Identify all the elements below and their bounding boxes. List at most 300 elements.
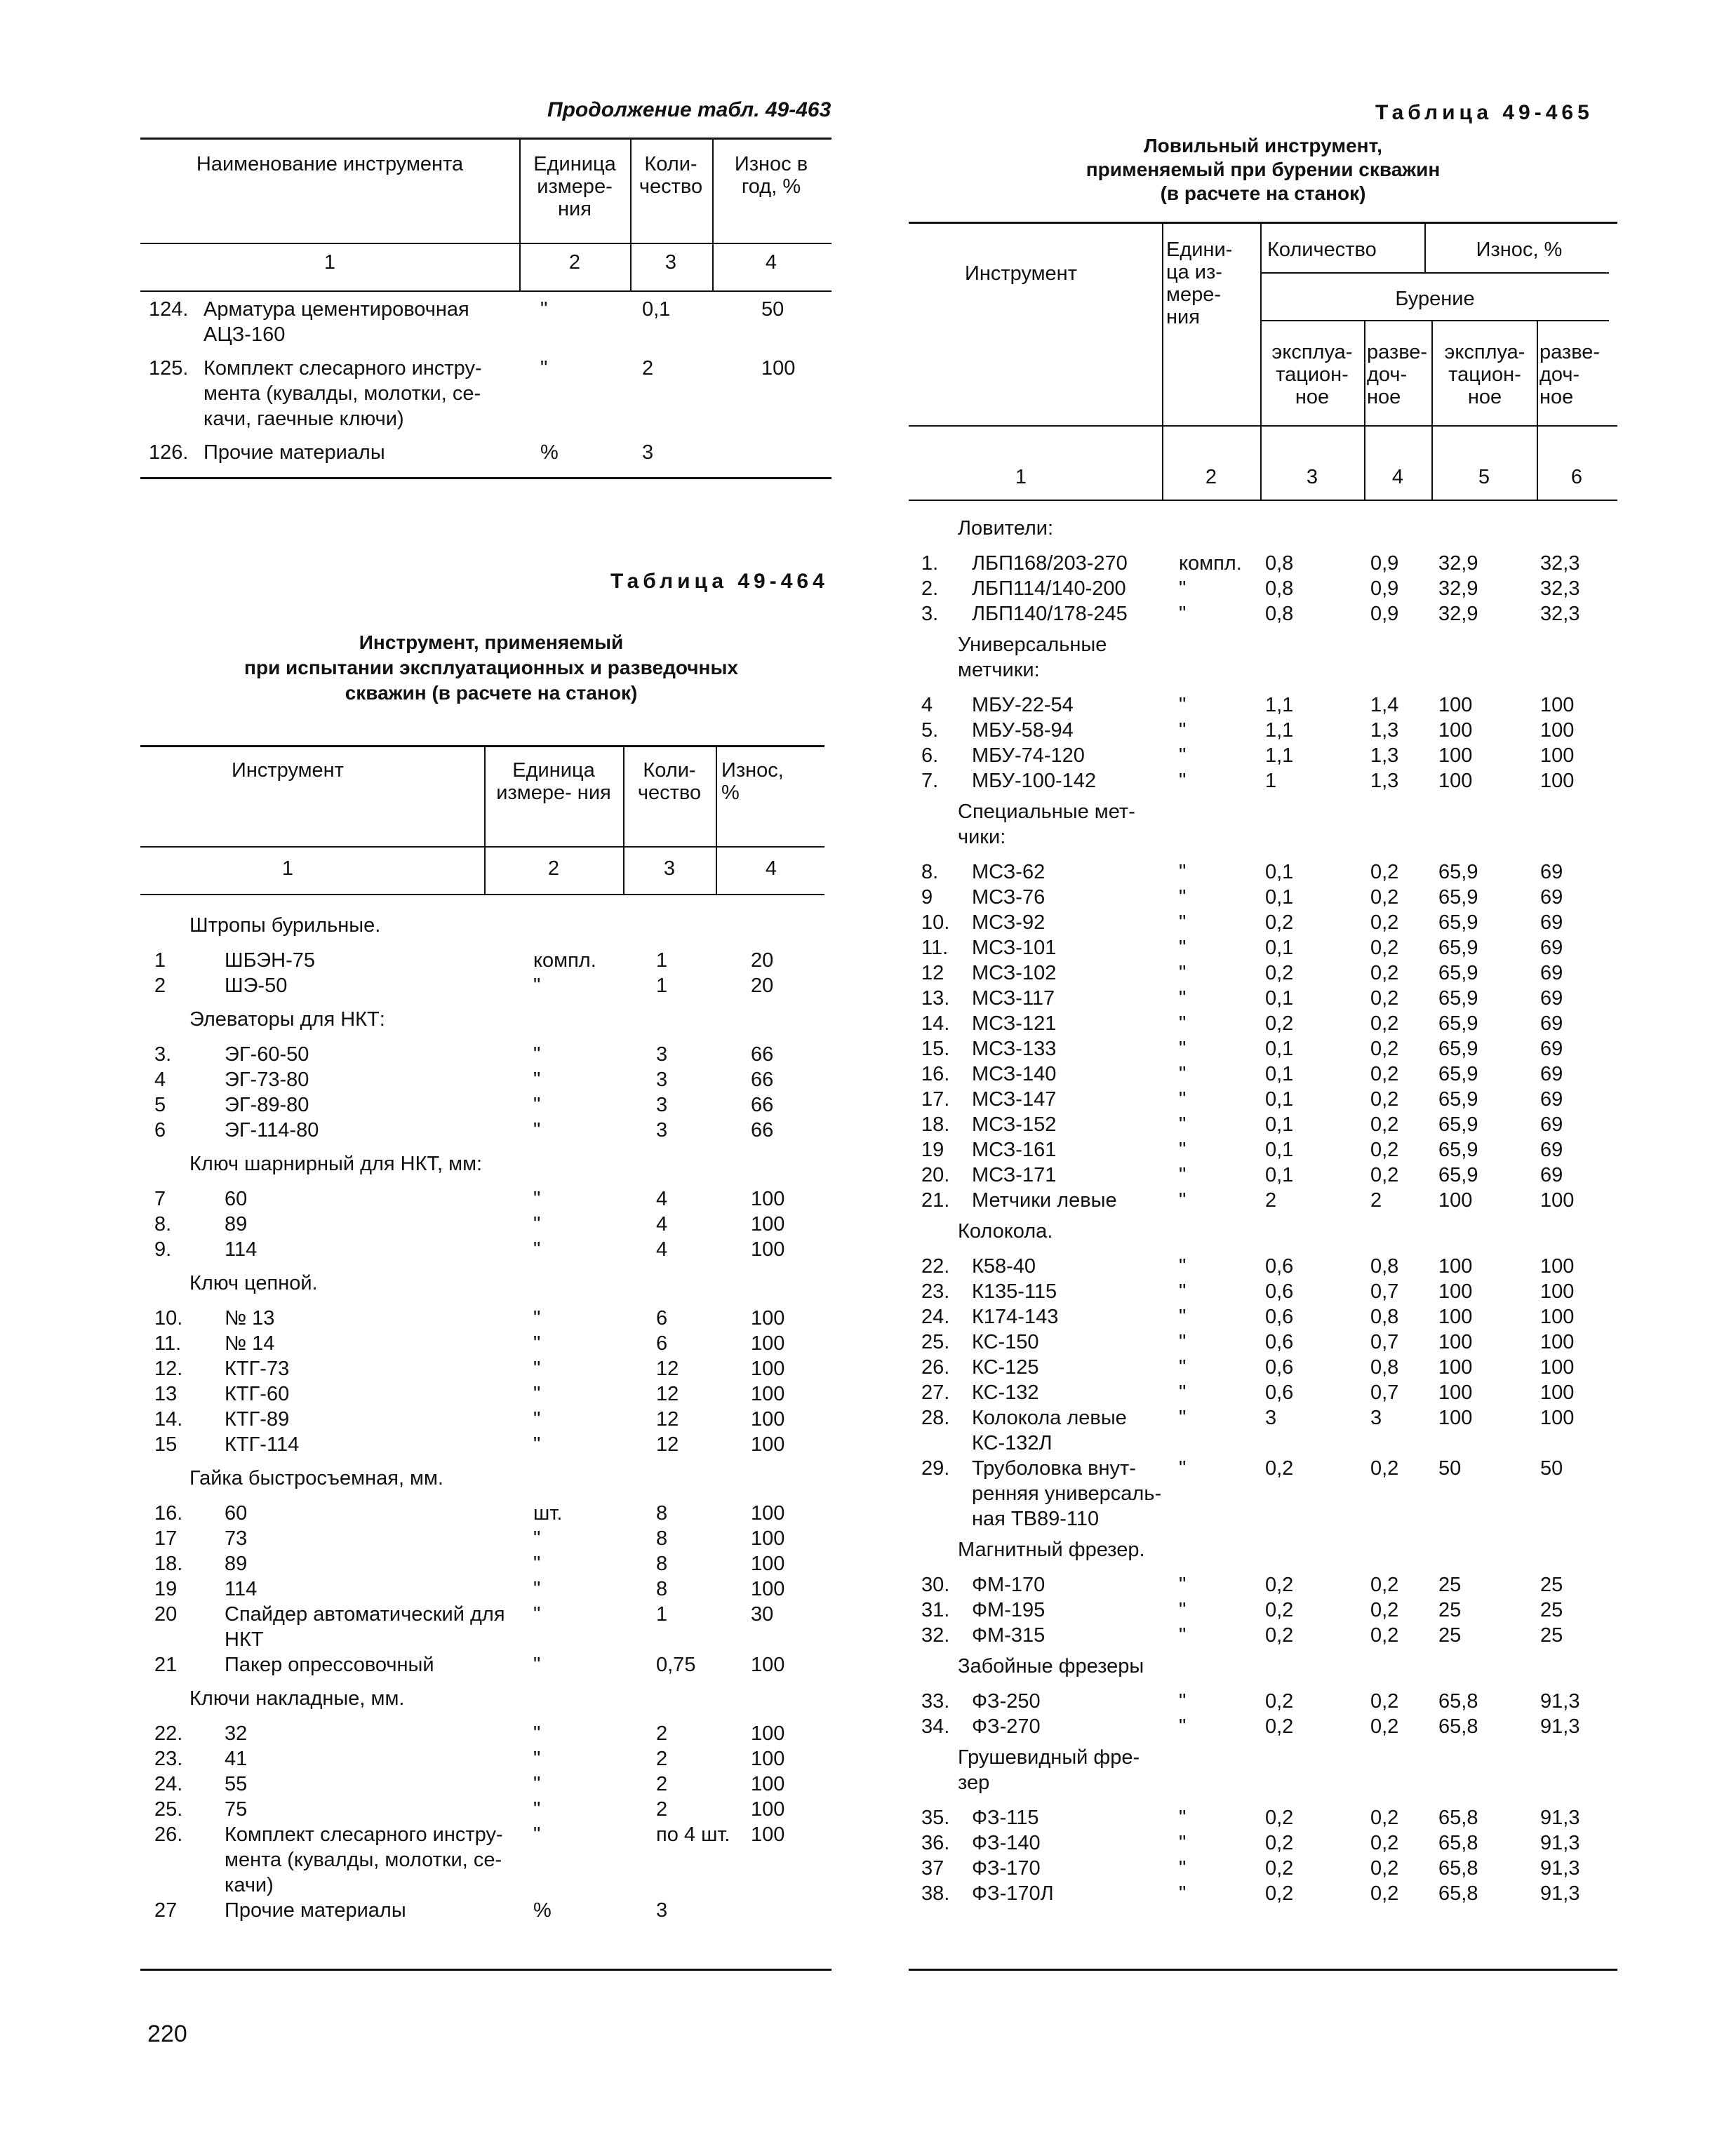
- table-465-header-wear: Износ, %: [1476, 239, 1563, 261]
- row-number: 10.: [921, 911, 950, 934]
- table-464-number: Таблица 49-464: [610, 570, 829, 593]
- item-name: МСЗ-92: [972, 911, 1046, 934]
- unit-cell: ": [533, 1654, 541, 1676]
- unit-cell: ": [1179, 1574, 1187, 1596]
- unit-cell: ": [1179, 1599, 1187, 1621]
- item-name: ФМ-170: [972, 1574, 1046, 1596]
- row-number: 124.: [149, 298, 189, 321]
- unit-cell: шт.: [533, 1502, 563, 1525]
- unit-cell: ": [540, 357, 548, 380]
- wear-exploration-cell: 100: [1540, 1381, 1575, 1404]
- wear-exploitation-cell: 65,9: [1438, 861, 1478, 883]
- item-name: 114: [225, 1238, 258, 1261]
- row-number: 14.: [154, 1408, 183, 1431]
- wear-exploitation-cell: 65,9: [1438, 886, 1478, 909]
- unit-cell: ": [1179, 1857, 1187, 1880]
- table-465-colnum: 3: [1306, 466, 1318, 488]
- row-number: 30.: [921, 1574, 950, 1596]
- item-name: МСЗ-76: [972, 886, 1046, 909]
- table-463-colnum: 4: [765, 251, 777, 274]
- unit-cell: ": [1179, 1331, 1187, 1353]
- row-number: 5.: [921, 719, 939, 742]
- row-number: 28.: [921, 1407, 950, 1429]
- table-463-header-rule: [140, 243, 831, 244]
- row-number: 3.: [921, 603, 939, 625]
- item-name: МСЗ-171: [972, 1164, 1057, 1186]
- qty-exploitation-cell: 0,6: [1265, 1381, 1294, 1404]
- table-465-header-sub: разве- доч- ное: [1367, 341, 1428, 408]
- wear-exploration-cell: 25: [1540, 1574, 1563, 1596]
- item-name: МСЗ-62: [972, 861, 1046, 883]
- item-name: ЛБП168/203-270: [972, 552, 1128, 575]
- item-name: Комплект слесарного инстру-: [225, 1823, 503, 1846]
- unit-cell: ": [533, 1527, 541, 1550]
- item-name: 60: [225, 1188, 248, 1210]
- row-number: 26.: [154, 1823, 183, 1846]
- table-463-caption: Продолжение табл. 49-463: [547, 98, 831, 121]
- qty-cell: 2: [656, 1773, 668, 1795]
- row-number: 38.: [921, 1882, 950, 1905]
- item-name: ЛБП114/140-200: [972, 577, 1126, 600]
- qty-exploration-cell: 0,2: [1370, 1574, 1399, 1596]
- item-name: ная ТВ89-110: [972, 1508, 1100, 1530]
- wear-cell: 100: [751, 1578, 785, 1600]
- item-name: ЛБП140/178-245: [972, 603, 1128, 625]
- row-number: 25.: [154, 1798, 183, 1821]
- qty-exploration-cell: 1,4: [1370, 694, 1399, 716]
- qty-cell: 12: [656, 1408, 679, 1431]
- qty-exploitation-cell: 0,1: [1265, 1038, 1294, 1060]
- table-465-title-line2: применяемый при бурении скважин: [1086, 159, 1441, 180]
- qty-cell: 8: [656, 1527, 668, 1550]
- table-464-header-unit: Единица измере- ния: [496, 759, 611, 804]
- unit-cell: компл.: [533, 949, 596, 972]
- item-name: качи): [225, 1874, 274, 1896]
- row-number: 5: [154, 1094, 166, 1116]
- wear-exploration-cell: 100: [1540, 694, 1575, 716]
- group-heading: Универсальные: [958, 634, 1107, 656]
- unit-cell: ": [533, 1722, 541, 1745]
- unit-cell: ": [1179, 1088, 1187, 1111]
- unit-cell: ": [1179, 577, 1187, 600]
- unit-cell: ": [1179, 1624, 1187, 1647]
- item-name: МСЗ-152: [972, 1113, 1057, 1136]
- item-name: Метчики левые: [972, 1189, 1117, 1212]
- unit-cell: ": [1179, 694, 1187, 716]
- qty-cell: 2: [656, 1722, 668, 1745]
- row-number: 4: [154, 1069, 166, 1091]
- qty-exploration-cell: 0,2: [1370, 937, 1399, 959]
- item-name: 89: [225, 1553, 248, 1575]
- row-number: 10.: [154, 1307, 183, 1330]
- item-name: ФЗ-270: [972, 1715, 1041, 1738]
- unit-cell: ": [1179, 1407, 1187, 1429]
- qty-exploitation-cell: 0,1: [1265, 1139, 1294, 1161]
- row-number: 24.: [921, 1306, 950, 1328]
- wear-exploitation-cell: 100: [1438, 1255, 1473, 1278]
- item-name: ФЗ-115: [972, 1807, 1039, 1829]
- item-name: НКТ: [225, 1628, 264, 1651]
- wear-exploitation-cell: 65,8: [1438, 1690, 1478, 1713]
- table-464-body: [140, 905, 824, 1957]
- unit-cell: ": [1179, 1306, 1187, 1328]
- unit-cell: ": [533, 975, 541, 997]
- qty-exploitation-cell: 0,2: [1265, 1012, 1294, 1035]
- unit-cell: ": [533, 1307, 541, 1330]
- wear-exploitation-cell: 100: [1438, 1280, 1473, 1303]
- row-number: 15: [154, 1433, 178, 1456]
- wear-cell: 100: [751, 1358, 785, 1380]
- wear-exploitation-cell: 65,9: [1438, 937, 1478, 959]
- wear-cell: 30: [751, 1603, 774, 1626]
- table-464-title-line3: скважин (в расчете на станок): [345, 682, 638, 704]
- item-name: МБУ-100-142: [972, 770, 1097, 792]
- qty-exploration-cell: 0,2: [1370, 1139, 1399, 1161]
- row-number: 12: [921, 962, 944, 984]
- row-number: 7: [154, 1188, 166, 1210]
- wear-exploitation-cell: 65,8: [1438, 1715, 1478, 1738]
- table-464-col-divider: [484, 746, 486, 894]
- item-name: К174-143: [972, 1306, 1059, 1328]
- row-number: 2.: [921, 577, 939, 600]
- item-name: МСЗ-121: [972, 1012, 1057, 1035]
- item-name: ФЗ-170: [972, 1857, 1041, 1880]
- wear-exploration-cell: 100: [1540, 744, 1575, 767]
- item-name: ЭГ-60-50: [225, 1043, 309, 1066]
- item-name: Пакер опрессовочный: [225, 1654, 434, 1676]
- table-465-number: Таблица 49-465: [1375, 101, 1594, 124]
- row-number: 35.: [921, 1807, 950, 1829]
- row-number: 14.: [921, 1012, 950, 1035]
- row-number: 27.: [921, 1381, 950, 1404]
- wear-exploration-cell: 69: [1540, 1088, 1563, 1111]
- qty-exploration-cell: 0,8: [1370, 1255, 1399, 1278]
- item-name: МБУ-22-54: [972, 694, 1074, 716]
- row-number: 36.: [921, 1832, 950, 1854]
- qty-exploitation-cell: 1: [1265, 770, 1277, 792]
- group-heading: Элеваторы для НКТ:: [189, 1008, 385, 1031]
- wear-exploitation-cell: 100: [1438, 1306, 1473, 1328]
- wear-exploitation-cell: 100: [1438, 770, 1473, 792]
- wear-exploration-cell: 91,3: [1540, 1807, 1580, 1829]
- row-number: 19: [154, 1578, 178, 1600]
- row-number: 13.: [921, 987, 950, 1010]
- wear-exploration-cell: 25: [1540, 1624, 1563, 1647]
- wear-exploitation-cell: 65,8: [1438, 1807, 1478, 1829]
- qty-exploitation-cell: 0,2: [1265, 911, 1294, 934]
- item-name: Комплект слесарного инстру-: [203, 357, 482, 380]
- wear-exploitation-cell: 32,9: [1438, 552, 1478, 575]
- unit-cell: ": [1179, 987, 1187, 1010]
- wear-exploitation-cell: 65,8: [1438, 1882, 1478, 1905]
- unit-cell: ": [1179, 770, 1187, 792]
- qty-exploitation-cell: 0,1: [1265, 1113, 1294, 1136]
- qty-exploration-cell: 0,9: [1370, 577, 1399, 600]
- unit-cell: ": [533, 1119, 541, 1141]
- row-number: 11.: [921, 937, 949, 959]
- row-number: 20: [154, 1603, 178, 1626]
- unit-cell: ": [533, 1358, 541, 1380]
- table-465-header-unit: Едини- ца из- мере- ния: [1166, 239, 1233, 328]
- qty-exploitation-cell: 0,2: [1265, 1457, 1294, 1480]
- row-number: 1.: [921, 552, 939, 575]
- table-463-top-rule: [140, 138, 831, 140]
- table-465-colnum: 4: [1391, 466, 1404, 488]
- item-name: КС-132Л: [972, 1432, 1053, 1454]
- item-name: КС-150: [972, 1331, 1039, 1353]
- unit-cell: ": [1179, 1356, 1187, 1379]
- row-number: 32.: [921, 1624, 950, 1647]
- qty-exploitation-cell: 1,1: [1265, 694, 1294, 716]
- unit-cell: %: [540, 441, 559, 464]
- table-464-colnum: 2: [547, 857, 560, 880]
- item-name: ФЗ-140: [972, 1832, 1041, 1854]
- wear-exploitation-cell: 65,9: [1438, 962, 1478, 984]
- wear-exploitation-cell: 65,9: [1438, 1063, 1478, 1085]
- qty-exploration-cell: 0,2: [1370, 1088, 1399, 1111]
- group-heading: Ловители:: [958, 517, 1054, 540]
- group-heading: Гайка быстросъемная, мм.: [189, 1467, 443, 1489]
- qty-exploration-cell: 0,2: [1370, 1063, 1399, 1085]
- qty-cell: 1: [656, 949, 668, 972]
- wear-cell: 100: [751, 1408, 785, 1431]
- unit-cell: ": [1179, 1113, 1187, 1136]
- item-name: ЭГ-114-80: [225, 1119, 319, 1141]
- qty-exploitation-cell: 0,1: [1265, 987, 1294, 1010]
- wear-exploitation-cell: 100: [1438, 1407, 1473, 1429]
- item-name: ШЭ-50: [225, 975, 288, 997]
- wear-exploration-cell: 100: [1540, 1189, 1575, 1212]
- wear-exploitation-cell: 100: [1438, 1356, 1473, 1379]
- wear-exploration-cell: 25: [1540, 1599, 1563, 1621]
- table-464-header-instrument: Инструмент: [232, 759, 344, 782]
- table-465-title-line3: (в расчете на станок): [1160, 182, 1366, 204]
- wear-exploitation-cell: 65,9: [1438, 1088, 1478, 1111]
- qty-exploitation-cell: 0,2: [1265, 1599, 1294, 1621]
- row-number: 8.: [921, 861, 939, 883]
- wear-cell: 100: [761, 357, 796, 380]
- table-463-header-qty: Коли- чество: [639, 153, 703, 198]
- item-name: МБУ-74-120: [972, 744, 1085, 767]
- row-number: 18.: [154, 1553, 183, 1575]
- row-number: 31.: [921, 1599, 950, 1621]
- table-463-col-divider: [519, 139, 521, 292]
- unit-cell: компл.: [1179, 552, 1242, 575]
- item-name: МСЗ-161: [972, 1139, 1057, 1161]
- wear-exploration-cell: 100: [1540, 770, 1575, 792]
- table-463-colnum: 3: [664, 251, 677, 274]
- wear-exploration-cell: 69: [1540, 861, 1563, 883]
- qty-exploitation-cell: 0,1: [1265, 1088, 1294, 1111]
- row-number: 7.: [921, 770, 939, 792]
- wear-cell: 100: [751, 1332, 785, 1355]
- qty-exploration-cell: 0,2: [1370, 1599, 1399, 1621]
- unit-cell: ": [1179, 1457, 1187, 1480]
- item-name: МБУ-58-94: [972, 719, 1074, 742]
- qty-exploitation-cell: 0,8: [1265, 603, 1294, 625]
- unit-cell: ": [533, 1553, 541, 1575]
- row-number: 27: [154, 1899, 178, 1922]
- qty-exploitation-cell: 1,1: [1265, 719, 1294, 742]
- table-463-colnum: 2: [568, 251, 581, 274]
- table-464-header-qty: Коли- чество: [637, 759, 702, 804]
- qty-exploration-cell: 0,2: [1370, 1807, 1399, 1829]
- row-number: 17.: [921, 1088, 950, 1111]
- qty-exploration-cell: 0,2: [1370, 1012, 1399, 1035]
- item-name: Прочие материалы: [203, 441, 385, 464]
- qty-cell: 3: [656, 1899, 668, 1922]
- wear-cell: 20: [751, 975, 774, 997]
- qty-exploitation-cell: 0,6: [1265, 1356, 1294, 1379]
- wear-exploitation-cell: 25: [1438, 1624, 1462, 1647]
- item-name: № 14: [225, 1332, 275, 1355]
- qty-exploitation-cell: 0,1: [1265, 886, 1294, 909]
- table-465-top-rule: [909, 222, 1617, 224]
- unit-cell: ": [533, 1603, 541, 1626]
- item-name: Арматура цементировочная: [203, 298, 469, 321]
- unit-cell: ": [533, 1188, 541, 1210]
- wear-exploitation-cell: 32,9: [1438, 603, 1478, 625]
- table-465-subheader-rule: [1262, 272, 1609, 274]
- wear-exploration-cell: 32,3: [1540, 577, 1580, 600]
- row-number: 2: [154, 975, 166, 997]
- wear-exploitation-cell: 100: [1438, 744, 1473, 767]
- unit-cell: ": [533, 1408, 541, 1431]
- wear-exploration-cell: 91,3: [1540, 1882, 1580, 1905]
- qty-exploration-cell: 0,2: [1370, 1690, 1399, 1713]
- wear-exploitation-cell: 65,9: [1438, 1113, 1478, 1136]
- unit-cell: ": [533, 1433, 541, 1456]
- wear-cell: 100: [751, 1527, 785, 1550]
- item-name: Прочие материалы: [225, 1899, 406, 1922]
- qty-exploration-cell: 0,2: [1370, 886, 1399, 909]
- table-463-col-divider: [712, 139, 714, 292]
- row-number: 16.: [154, 1502, 183, 1525]
- wear-cell: 100: [751, 1722, 785, 1745]
- qty-exploration-cell: 0,2: [1370, 1832, 1399, 1854]
- unit-cell: ": [1179, 1832, 1187, 1854]
- item-name: ШБЭН-75: [225, 949, 315, 972]
- wear-cell: 100: [751, 1433, 785, 1456]
- row-number: 125.: [149, 357, 189, 380]
- qty-exploration-cell: 0,2: [1370, 911, 1399, 934]
- qty-exploration-cell: 3: [1370, 1407, 1382, 1429]
- qty-exploration-cell: 0,7: [1370, 1381, 1399, 1404]
- table-463-header-unit: Единица измере- ния: [533, 153, 616, 220]
- qty-exploitation-cell: 0,2: [1265, 1807, 1294, 1829]
- unit-cell: ": [533, 1213, 541, 1236]
- qty-cell: 2: [642, 357, 654, 380]
- table-464-colnum: 1: [281, 857, 294, 880]
- qty-exploitation-cell: 0,6: [1265, 1280, 1294, 1303]
- table-465-header-rule: [909, 425, 1617, 427]
- qty-cell: по 4 шт.: [656, 1823, 730, 1846]
- wear-exploration-cell: 91,3: [1540, 1857, 1580, 1880]
- row-number: 15.: [921, 1038, 950, 1060]
- table-463-header-wear: Износ в год, %: [734, 153, 808, 198]
- table-465-header-sub: разве- доч- ное: [1539, 341, 1601, 408]
- unit-cell: ": [1179, 1164, 1187, 1186]
- qty-exploitation-cell: 0,1: [1265, 1164, 1294, 1186]
- wear-cell: 100: [751, 1553, 785, 1575]
- item-name: КТГ-89: [225, 1408, 290, 1431]
- qty-cell: 0,1: [642, 298, 671, 321]
- qty-exploration-cell: 0,2: [1370, 962, 1399, 984]
- wear-cell: 100: [751, 1748, 785, 1770]
- wear-cell: 20: [751, 949, 774, 972]
- unit-cell: ": [533, 1332, 541, 1355]
- row-number: 19: [921, 1139, 944, 1161]
- group-heading: метчики:: [958, 659, 1040, 681]
- qty-exploitation-cell: 0,2: [1265, 1832, 1294, 1854]
- wear-cell: 100: [751, 1238, 785, 1261]
- wear-exploration-cell: 91,3: [1540, 1715, 1580, 1738]
- row-number: 33.: [921, 1690, 950, 1713]
- qty-cell: 1: [656, 1603, 668, 1626]
- wear-exploitation-cell: 100: [1438, 1381, 1473, 1404]
- unit-cell: ": [1179, 1381, 1187, 1404]
- item-name: Спайдер автоматический для: [225, 1603, 505, 1626]
- wear-exploration-cell: 100: [1540, 1255, 1575, 1278]
- row-number: 24.: [154, 1773, 183, 1795]
- wear-cell: 100: [751, 1798, 785, 1821]
- qty-cell: 4: [656, 1188, 668, 1210]
- qty-cell: 8: [656, 1502, 668, 1525]
- wear-exploration-cell: 69: [1540, 1113, 1563, 1136]
- item-name: МСЗ-102: [972, 962, 1057, 984]
- row-number: 23.: [921, 1280, 950, 1303]
- row-number: 8.: [154, 1213, 172, 1236]
- qty-exploitation-cell: 0,8: [1265, 577, 1294, 600]
- wear-exploration-cell: 69: [1540, 886, 1563, 909]
- group-heading: зер: [958, 1772, 990, 1794]
- qty-exploration-cell: 0,2: [1370, 987, 1399, 1010]
- unit-cell: ": [533, 1798, 541, 1821]
- wear-cell: 100: [751, 1502, 785, 1525]
- table-463-body: [140, 297, 831, 480]
- table-465-col-divider: [1424, 223, 1426, 274]
- wear-exploration-cell: 69: [1540, 1164, 1563, 1186]
- unit-cell: ": [1179, 1063, 1187, 1085]
- row-number: 17: [154, 1527, 178, 1550]
- table-464-colnum: 3: [663, 857, 676, 880]
- table-465-body: [909, 511, 1617, 1970]
- table-464-bottom-rule: [140, 1969, 831, 1971]
- row-number: 6: [154, 1119, 166, 1141]
- qty-exploitation-cell: 0,2: [1265, 962, 1294, 984]
- unit-cell: ": [1179, 1807, 1187, 1829]
- unit-cell: ": [533, 1094, 541, 1116]
- table-465-header-sub: эксплуа- тацион- ное: [1271, 341, 1353, 408]
- table-465-colnum-rule: [909, 500, 1617, 501]
- unit-cell: ": [1179, 719, 1187, 742]
- unit-cell: ": [533, 1773, 541, 1795]
- item-name: 32: [225, 1722, 248, 1745]
- item-name: 114: [225, 1578, 258, 1600]
- qty-exploration-cell: 0,7: [1370, 1280, 1399, 1303]
- unit-cell: ": [1179, 861, 1187, 883]
- item-name: качи, гаечные ключи): [203, 408, 404, 430]
- table-465-col-divider: [1162, 223, 1163, 500]
- wear-exploitation-cell: 65,9: [1438, 987, 1478, 1010]
- group-heading: Магнитный фрезер.: [958, 1539, 1145, 1561]
- qty-cell: 2: [656, 1748, 668, 1770]
- wear-cell: 100: [751, 1213, 785, 1236]
- unit-cell: ": [1179, 937, 1187, 959]
- wear-exploration-cell: 69: [1540, 987, 1563, 1010]
- qty-exploration-cell: 1,3: [1370, 744, 1399, 767]
- wear-exploitation-cell: 32,9: [1438, 577, 1478, 600]
